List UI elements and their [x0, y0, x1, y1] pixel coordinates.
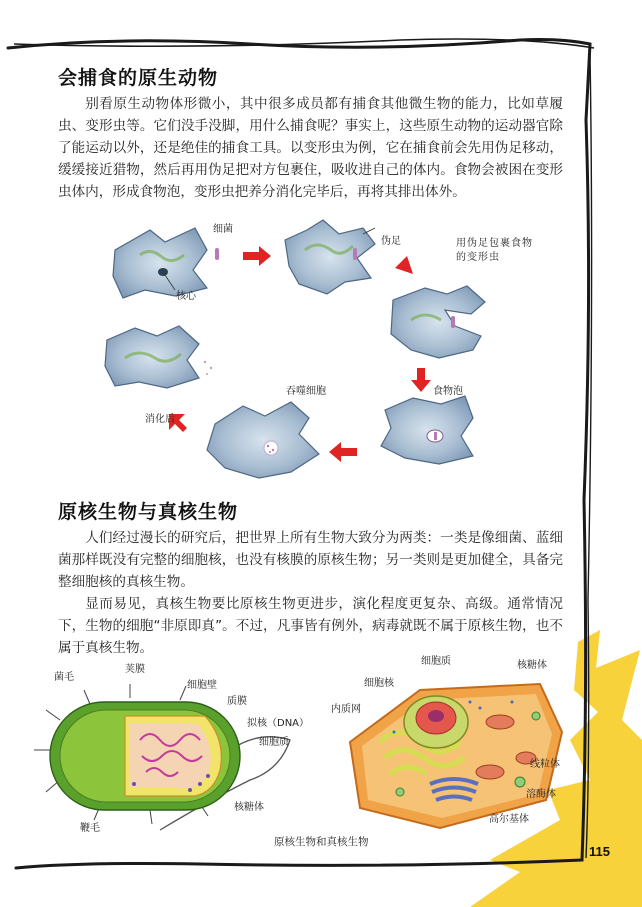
label-engulf: 吞噬细胞 [286, 386, 326, 397]
label-bacteria: 细菌 [213, 224, 233, 235]
label-flagellum: 鞭毛 [80, 823, 100, 834]
label-pili: 菌毛 [54, 672, 74, 683]
label-golgi: 高尔基体 [489, 814, 529, 825]
label-membrane: 质膜 [227, 696, 247, 707]
arrow-right-icon [243, 246, 271, 266]
label-ribosome-eukaryote: 核糖体 [517, 660, 547, 671]
label-nucleus: 核心 [176, 291, 196, 302]
paragraph-prokaryote-eukaryote-1: 人们经过漫长的研究后，把世界上所有生物大致分为两类：一类是像细菌、蓝细菌那样既没有完整的细胞核，也没有核膜的原核生物；另一类则是更加健全，具备完整细胞核的真核生物。 [58, 530, 563, 590]
figure-caption: 原核生物和真核生物 [274, 836, 369, 848]
label-after-digest: 消化后 [145, 414, 175, 425]
label-lysosome: 溶酶体 [526, 789, 556, 800]
label-pseudopod: 伪足 [381, 236, 401, 247]
eukaryote-cell-illustration [340, 672, 570, 832]
amoeba-shape [285, 220, 375, 294]
label-er: 内质网 [331, 704, 361, 715]
amoeba-shape [391, 286, 485, 358]
section-title-prokaryote-eukaryote: 原核生物与真核生物 [58, 501, 239, 523]
label-cytoplasm-eukaryote: 细胞质 [421, 656, 451, 667]
label-cell-nucleus: 细胞核 [364, 678, 394, 689]
label-nucleoid: 拟核（DNA） [247, 718, 310, 729]
label-mitochondria: 线粒体 [530, 759, 560, 770]
section-title-predatory-protozoa: 会捕食的原生动物 [58, 67, 219, 89]
label-cytoplasm-prokaryote: 细胞质 [259, 737, 289, 748]
amoeba-shape [381, 396, 473, 464]
label-ribosome-prokaryote: 核糖体 [234, 802, 264, 813]
bacteria-mark [215, 248, 219, 260]
paragraph-prokaryote-eukaryote-2: 显而易见，真核生物要比原核生物更进步，演化程度更复杂、高级。通常情况下，生物的细胞“非原即真”。不过，凡事皆有例外，病毒就既不属于原核生物，也不属于真核生物。 [58, 596, 563, 656]
arrow-down-icon [411, 368, 431, 392]
paragraph-predatory-protozoa: 别看原生动物体形微小，其中很多成员都有捕食其他微生物的能力，比如草履虫、变形虫等。它们没手没脚，用什么捕食呢？事实上，这些原生动物的运动器官除了能运动以外，还是绝佳的捕食工具。以变形虫为例，它在捕食前会先用伪足移动，缓缓接近猎物，然后再用伪足把对方包裹住，吸收进自己的体内。食物会被困在变形虫体内，形成食物泡，变形虫把养分消化完毕后，再将其排出体外。 [58, 96, 563, 200]
label-wrapping-amoeba: 用伪足包裹食物的变形虫 [456, 238, 533, 263]
arrow-down-right-icon [391, 252, 413, 274]
arrow-left-icon [329, 442, 357, 462]
label-cell-wall: 细胞壁 [187, 680, 217, 691]
amoeba-shape [207, 402, 319, 478]
label-capsule: 荚膜 [125, 664, 145, 675]
page-number: 115 [589, 844, 610, 859]
amoeba-shape [113, 228, 207, 298]
label-food-vacuole: 食物泡 [433, 386, 463, 397]
